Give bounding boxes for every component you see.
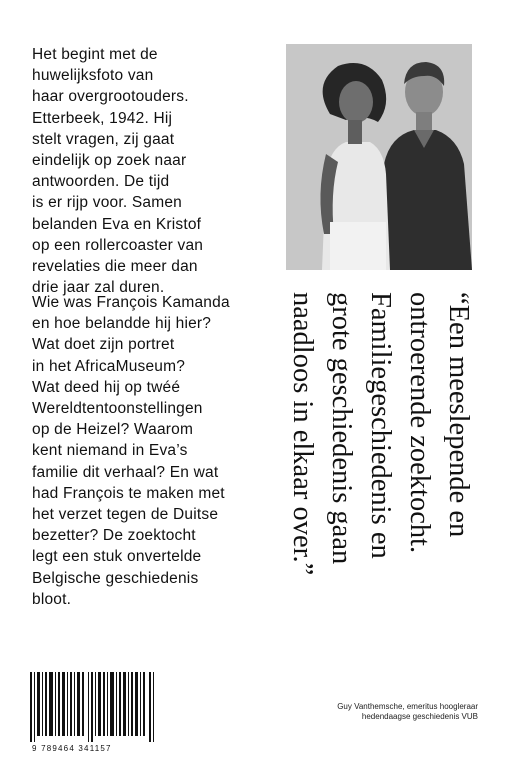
text-line: kent niemand in Eva’s xyxy=(32,442,188,460)
text-line: bezetter? De zoektocht xyxy=(32,527,196,545)
text-line: is er rijp voor. Samen xyxy=(32,194,182,212)
barcode xyxy=(30,672,156,742)
blurb-paragraph-1 xyxy=(32,44,277,298)
text-line: antwoorden. De tijd xyxy=(32,173,170,191)
text-line: revelaties die meer dan xyxy=(32,258,198,276)
text-line: bloot. xyxy=(32,590,72,608)
text-line: Wat deed hij op twéé xyxy=(32,378,181,396)
text-line: Etterbeek, 1942. Hij xyxy=(32,109,173,127)
text-line: Wie was François Kamanda xyxy=(32,294,230,311)
text-line: haar overgrootouders. xyxy=(32,88,189,106)
quote-attribution xyxy=(298,702,478,722)
author-photo-illustration xyxy=(286,44,472,270)
text-line: op de Heizel? Waarom xyxy=(32,421,194,439)
text-line: in het AfricaMuseum? xyxy=(32,357,186,375)
text-line: het verzet tegen de Duitse xyxy=(32,506,219,524)
text-line: familie dit verhaal? En wat xyxy=(32,463,219,481)
review-quote xyxy=(282,292,478,684)
quote-line: ontroerende zoektocht. xyxy=(404,292,435,554)
attribution-line: hedendaagse geschiedenis VUB xyxy=(361,712,478,721)
text-line: Wat doet zijn portret xyxy=(32,336,175,354)
text-line: drie jaar zal duren. xyxy=(32,279,165,297)
attribution-line: Guy Vanthemsche, emeritus hoogleraar xyxy=(337,702,478,711)
text-line: Belgische geschiedenis xyxy=(32,569,199,587)
review-quote-text xyxy=(283,292,478,684)
text-line: eindelijk op zoek naar xyxy=(32,152,187,170)
text-line: belanden Eva en Kristof xyxy=(32,215,202,233)
text-line: Wereldtentoonstellingen xyxy=(32,400,203,418)
text-line: huwelijksfoto van xyxy=(32,67,154,85)
quote-line: grote geschiedenis gaan xyxy=(326,292,357,565)
text-line: en hoe belandde hij hier? xyxy=(32,315,212,333)
text-line: stelt vragen, zij gaat xyxy=(32,130,175,148)
quote-line: naadloos in elkaar over.” xyxy=(287,292,318,576)
quote-line: Familiegeschiedenis en xyxy=(365,292,396,559)
blurb-paragraph-2 xyxy=(32,292,292,610)
quote-line: “Een meeslepende en xyxy=(443,292,474,538)
text-line: had François te maken met xyxy=(32,484,225,502)
author-photo xyxy=(286,44,472,270)
text-line: Het begint met de xyxy=(32,46,158,63)
text-line: legt een stuk onvertelde xyxy=(32,548,202,566)
text-line: op een rollercoaster van xyxy=(32,236,204,254)
isbn-number: 9 789464 341157 xyxy=(32,744,112,753)
